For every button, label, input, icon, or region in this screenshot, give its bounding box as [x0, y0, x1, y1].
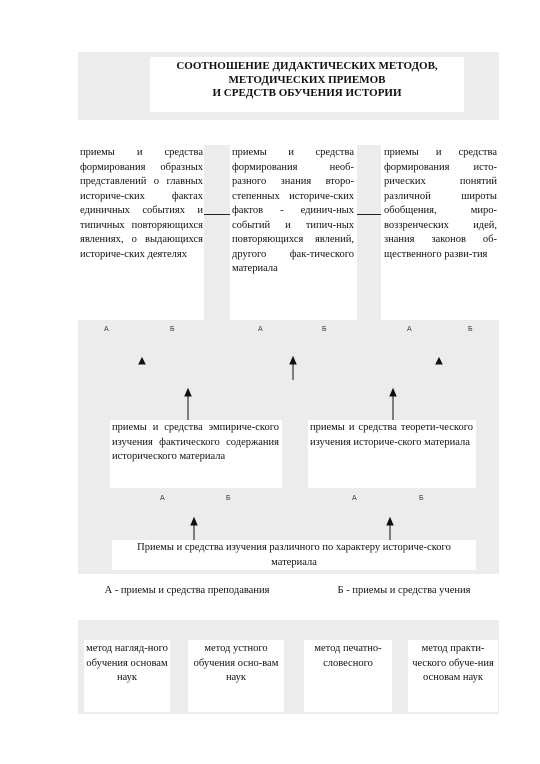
- middle-box-1: приемы и средства эмпириче-ского изучения фактического содержания исторического материала: [112, 422, 279, 462]
- legend-a: А - приемы и средства преподавания: [104, 585, 270, 596]
- title-line-2: МЕТОДИЧЕСКИХ ПРИЕМОВ: [228, 73, 386, 86]
- label-b-lower-2: Б: [419, 495, 424, 502]
- legend-b: Б - приемы и средства учения: [337, 585, 471, 596]
- top-box-1: приемы и средства формирования образных представлений о главных историче-ских фактах единичных событиях и типичных повторяющихся явлениях, о выдающихся историче-ских деятелях: [80, 147, 203, 260]
- label-a-right: А: [407, 326, 412, 333]
- label-b-lower-1: Б: [226, 495, 231, 502]
- label-a-mid: А: [258, 326, 263, 333]
- method-box-4: метод практи-ческого обуче-ния основам наук: [412, 643, 494, 683]
- method-box-2: метод устного обучения осно-вам наук: [193, 643, 279, 683]
- lower-box: Приемы и средства изучения различного по характеру историче-ского материала: [137, 542, 451, 568]
- title-line-1: СООТНОШЕНИЕ ДИДАКТИЧЕСКИХ МЕТОДОВ,: [176, 60, 438, 72]
- title-line-3: И СРЕДСТВ ОБУЧЕНИЯ ИСТОРИИ: [212, 87, 402, 99]
- label-a-left: А: [104, 326, 109, 333]
- arrow-left-low-head: [191, 518, 197, 525]
- label-a-lower-1: А: [160, 495, 165, 502]
- top-box-2: приемы и средства формирования необ-разного знания второ-степенных историче-ских фактов - единич-ных событий и типич-ных повторяющихся явлений, другого фак-тического материала: [232, 147, 354, 274]
- label-b-right: Б: [468, 326, 473, 333]
- method-box-1: метод нагляд-ного обучения основам наук: [86, 643, 168, 683]
- arrow-right-mid-head: [390, 389, 396, 396]
- label-a-lower-2: А: [352, 495, 357, 502]
- arrow-center-head: [290, 357, 296, 364]
- marker-right: [436, 358, 442, 364]
- label-b-mid: Б: [322, 326, 327, 333]
- method-box-3: метод печатно-словесного: [314, 643, 382, 669]
- marker-left: [139, 358, 145, 364]
- arrow-right-low-head: [387, 518, 393, 525]
- label-b-left: Б: [170, 326, 175, 333]
- arrow-left-mid-head: [185, 389, 191, 396]
- top-box-3: приемы и средства формирования исто-рических понятий различной широты обобщения, миро-воззренческих идей, знания законов об-щественного разви-тия: [384, 147, 497, 260]
- middle-box-2: приемы и средства теорети-ческого изучения историче-ского материала: [310, 422, 473, 448]
